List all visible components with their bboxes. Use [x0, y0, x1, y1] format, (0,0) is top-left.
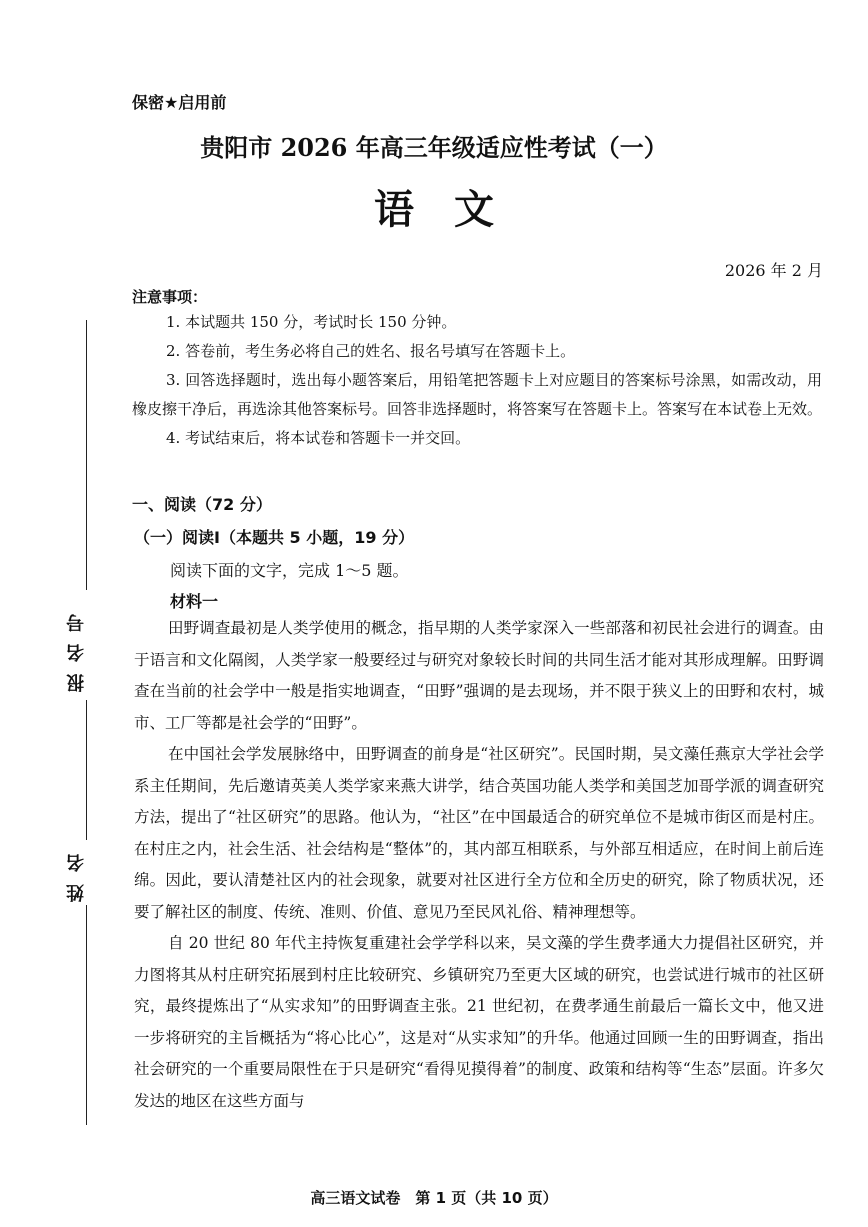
notes-list: [132, 308, 822, 453]
reading-passage: [134, 613, 824, 1117]
confidential-mark: 保密★启用前: [132, 93, 227, 112]
material-label: 材料一: [170, 592, 219, 611]
registration-number-label: 报名号: [66, 602, 87, 692]
reading-instruction: 阅读下面的文字，完成 1～5 题。: [170, 561, 409, 580]
margin-line-top: [86, 320, 87, 590]
section-title: 一、阅读（72 分）: [132, 495, 272, 514]
note-item: 4. 考试结束后，将本试卷和答题卡一并交回。: [166, 429, 471, 447]
passage-paragraph: 在中国社会学发展脉络中，田野调查的前身是“社区研究”。民国时期，吴文藻任燕京大学社会学系主任期间，先后邀请英美人类学家来燕大讲学，结合英国功能人类学和美国芝加哥学派的调查研究方法，提出了“社区研究”的思路。他认为，“社区”在中国最适合的研究单位不是城市街区而是村庄。在村庄之内，社会生活、社会结构是“整体”的，其内部互相联系，与外部互相适应，在时间上前后连绵。因此，要认清楚社区内的社会现象，就要对社区进行全方位和全历史的研究，除了物质状况，还要了解社区的制度、传统、准则、价值、意见乃至民风礼俗、精神理想等。: [134, 745, 824, 921]
subsection-title: （一）阅读Ⅰ（本题共 5 小题，19 分）: [134, 528, 415, 547]
subject-title: 语文: [374, 186, 534, 233]
passage-paragraph: 田野调查最初是人类学使用的概念，指早期的人类学家深入一些部落和初民社会进行的调查。由于语言和文化隔阂，人类学家一般要经过与研究对象较长时间的共同生活才能对其形成理解。田野调查在当前的社会学中一般是指实地调查，“田野”强调的是去现场，并不限于狭义上的田野和农村，城市、工厂等都是社会学的“田野”。: [134, 619, 824, 732]
note-item: 3. 回答选择题时，选出每小题答案后，用铅笔把答题卡上对应题目的答案标号涂黑，如需改动，用橡皮擦干净后，再选涂其他答案标号。回答非选择题时，将答案写在答题卡上。答案写在本试卷上无效。: [132, 371, 823, 418]
exam-date: 2026 年 2 月: [724, 261, 823, 280]
passage-paragraph: 自 20 世纪 80 年代主持恢复重建社会学学科以来，吴文藻的学生费孝通大力提倡社区研究，并力图将其从村庄研究拓展到村庄比较研究、乡镇研究乃至更大区域的研究，也尝试进行城市的社区研究，最终提炼出了“从实求知”的田野调查主张。21 世纪初，在费孝通生前最后一篇长文中，他又进一步将研究的主旨概括为“将心比心”，这是对“从实求知”的升华。他通过回顾一生的田野调查，指出社会研究的一个重要局限性在于只是研究“看得见摸得着”的制度、政策和结构等“生态”层面。许多欠发达的地区在这些方面与: [134, 934, 824, 1110]
notes-heading: 注意事项：: [132, 288, 208, 306]
page-footer: 高三语文试卷 第 1 页（共 10 页）: [310, 1189, 558, 1207]
note-item: 1. 本试题共 150 分，考试时长 150 分钟。: [166, 313, 457, 331]
note-item: 2. 答卷前，考生务必将自己的姓名、报名号填写在答题卡上。: [166, 342, 576, 360]
name-label: 姓名: [66, 842, 87, 902]
margin-line-bottom: [86, 905, 87, 1125]
exam-title: 贵阳市 2026 年高三年级适应性考试（一）: [200, 133, 668, 162]
registration-number-line[interactable]: [86, 700, 87, 840]
